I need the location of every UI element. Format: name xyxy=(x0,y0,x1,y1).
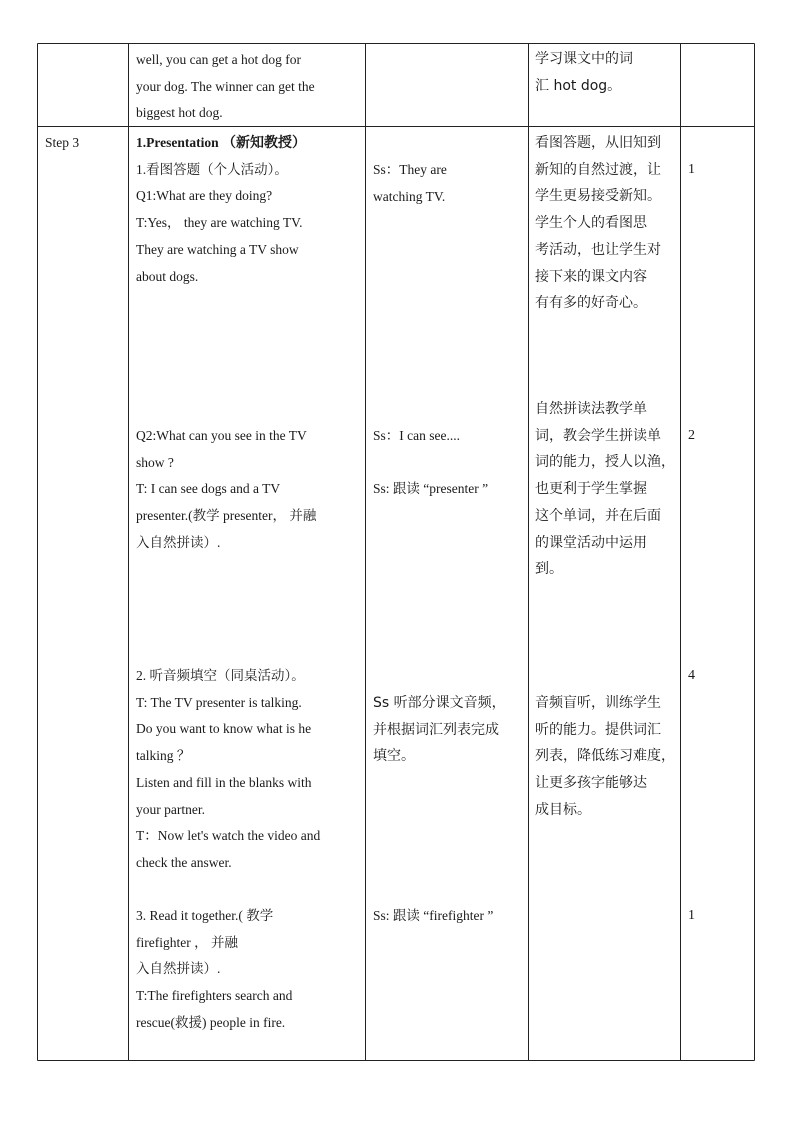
text-line: Ss：They are xyxy=(373,162,447,177)
text-line: 自然拼读法教学单 xyxy=(535,401,647,417)
text-line: 听的能力。提供词汇 xyxy=(535,721,661,738)
text-line: 词的能力，授人以渔， xyxy=(535,454,675,471)
text-line: presenter.(教学 presenter， 并融 xyxy=(136,508,317,524)
text-line: T: I can see dogs and a TV xyxy=(136,481,281,497)
text-line: They are watching a TV show xyxy=(136,241,299,257)
text-line: 接下来的课文内容 xyxy=(535,268,647,285)
text-line: Do you want to know what is he xyxy=(136,721,312,737)
block3-purpose-cell xyxy=(535,690,675,824)
text-line: firefighter ， 并融 xyxy=(136,934,238,950)
text-line: 到。 xyxy=(535,561,563,578)
text-line: Ss 听部分课文音频， xyxy=(373,695,506,711)
blank-line xyxy=(373,450,488,477)
block1-teacher-cell xyxy=(136,130,306,290)
block4-time: 1 xyxy=(688,908,695,923)
text-line: T: The TV presenter is talking. xyxy=(136,694,302,710)
text-line: 入自然拼读）. xyxy=(136,961,221,977)
block1-purpose-cell xyxy=(535,130,661,317)
block1-time: 1 xyxy=(688,162,695,177)
block2-student-cell xyxy=(373,423,488,503)
text-line: 汇 hot dog。 xyxy=(535,77,622,94)
block3-teacher-cell xyxy=(136,663,320,877)
block3-student-cell xyxy=(373,690,506,770)
text-line: Q2:What can you see in the TV xyxy=(136,428,307,443)
text-line: 学生个人的看图思 xyxy=(535,215,647,232)
block3-time: 4 xyxy=(688,668,695,683)
text-line: 让更多孩字能够达 xyxy=(535,775,647,792)
text-line: 学生更易接受新知。 xyxy=(535,188,661,205)
block2-purpose-cell xyxy=(535,396,675,583)
text-line: show ? xyxy=(136,454,174,470)
text-line: 考活动，也让学生对 xyxy=(535,241,661,258)
text-line: T:Yes， they are watching TV. xyxy=(136,215,303,231)
text-line: 新知的自然过渡，让 xyxy=(535,161,661,178)
block1-student-cell xyxy=(373,157,447,210)
text-line: 3. Read it together.( 教学 xyxy=(136,908,274,923)
text-line: Ss: 跟读 “presenter ” xyxy=(373,481,489,497)
text-line: well, you can get a hot dog for xyxy=(136,52,301,67)
text-line: 的课堂活动中运用 xyxy=(535,534,647,551)
step-label: Step 3 xyxy=(45,135,80,150)
text-line: your dog. The winner can get the xyxy=(136,78,315,94)
section-heading xyxy=(136,130,306,157)
text-line: 并根据词汇列表完成 xyxy=(373,721,499,738)
text-line: 入自然拼读）. xyxy=(136,534,221,550)
text-line: 1.看图答题（个人活动）。 xyxy=(136,161,288,177)
block2-teacher-cell xyxy=(136,423,316,557)
text-line: Ss: 跟读 “firefighter ” xyxy=(373,908,494,923)
block4-teacher-cell xyxy=(136,903,292,1037)
top-row-content-cell xyxy=(136,47,315,127)
heading-chinese: （新知教授） xyxy=(222,135,306,151)
text-line: your partner. xyxy=(136,801,205,817)
text-line: 列表，降低练习难度， xyxy=(535,748,675,765)
text-line: 成目标。 xyxy=(535,801,591,818)
text-line: 2. 听音频填空（同桌活动）。 xyxy=(136,668,305,683)
text-line: Ss：I can see.... xyxy=(373,428,460,443)
text-line: T：Now let's watch the video and xyxy=(136,828,321,844)
text-line: 词，教会学生拼读单 xyxy=(535,427,661,444)
text-line: 填空。 xyxy=(373,748,415,765)
text-line: 音频盲听，训练学生 xyxy=(535,695,661,711)
text-line: watching TV. xyxy=(373,188,446,204)
text-line: Listen and fill in the blanks with xyxy=(136,774,312,790)
text-line: check the answer. xyxy=(136,854,232,870)
block2-time: 2 xyxy=(688,428,695,443)
text-line: 这个单词，并在后面 xyxy=(535,507,661,524)
text-line: talking ？ xyxy=(136,748,191,764)
text-line: about dogs. xyxy=(136,268,199,284)
text-line: biggest hot dog. xyxy=(136,105,223,121)
top-row-purpose-cell xyxy=(535,46,633,99)
text-line: 也更利于学生掌握 xyxy=(535,481,647,498)
text-line: 学习课文中的词 xyxy=(535,51,633,67)
heading-english: 1.Presentation xyxy=(136,135,219,150)
text-line: T:The firefighters search and xyxy=(136,988,293,1004)
block4-student-cell xyxy=(373,903,493,930)
text-line: 有有多的好奇心。 xyxy=(535,295,647,312)
text-line: Q1:What are they doing? xyxy=(136,188,273,204)
text-line: rescue(救援) people in fire. xyxy=(136,1014,286,1030)
text-line: 看图答题，从旧知到 xyxy=(535,135,661,151)
